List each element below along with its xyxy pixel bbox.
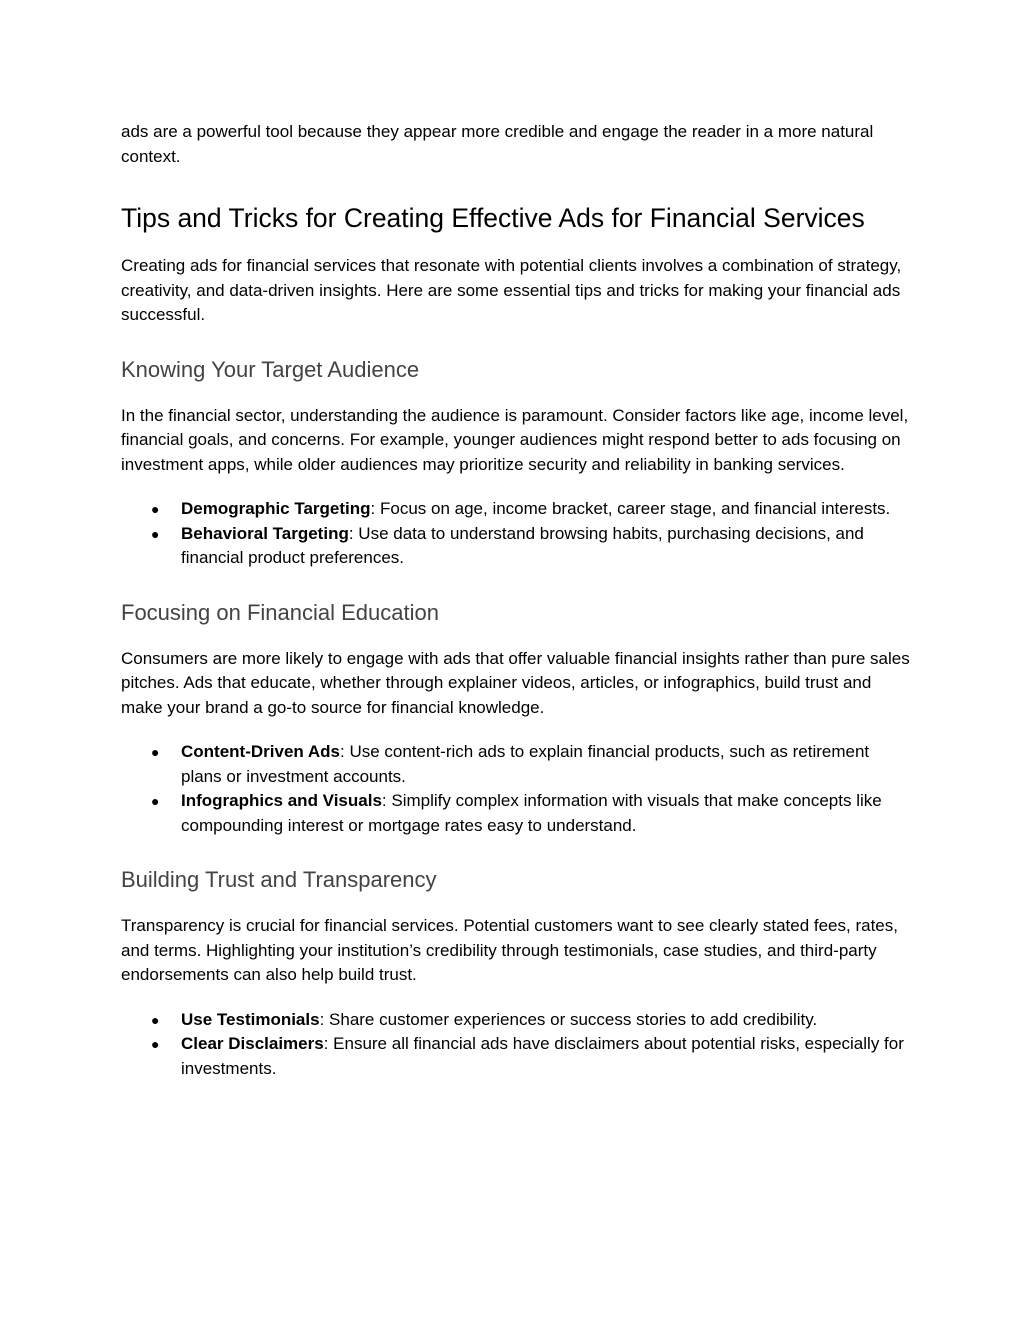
list-item [121, 1032, 911, 1081]
subheading-trust-transparency: Building Trust and Transparency [121, 867, 437, 892]
trust-paragraph: Transparency is crucial for financial services. Potential customers want to see clearly stated fees, rates, and terms. Highlighting your institution’s credibility through testimonials, case studies, and third-party endorsements can also help build trust. [121, 916, 898, 984]
list-item [121, 740, 911, 789]
document-page [121, 120, 911, 1081]
tips-paragraph: Creating ads for financial services that resonate with potential clients involves a combination of strategy, creativity, and data-driven insights. Here are some essential tips and tricks for making your financial ads successful. [121, 256, 902, 324]
list-item [121, 1008, 911, 1033]
list-item [121, 789, 911, 838]
bullet-text: : Focus on age, income bracket, career stage, and financial interests. [370, 499, 891, 518]
intro-paragraph: ads are a powerful tool because they appear more credible and engage the reader in a more natural context. [121, 122, 874, 166]
section-heading-tips: Tips and Tricks for Creating Effective Ads for Financial Services [121, 203, 865, 233]
list-item [121, 522, 911, 571]
bullet-text: : Use content-rich ads to explain financial products, such as retirement plans or investment accounts. [181, 742, 870, 786]
bullet-term: Content-Driven Ads [181, 742, 340, 761]
bullet-text: : Simplify complex information with visuals that make concepts like compounding interest or mortgage rates easy to understand. [181, 791, 882, 835]
education-paragraph: Consumers are more likely to engage with ads that offer valuable financial insights rather than pure sales pitches. Ads that educate, whether through explainer videos, articles, or infographics, build trust and make your brand a go-to source for financial knowledge. [121, 648, 910, 717]
bullet-icon: ● [151, 793, 160, 809]
trust-bullet-list [121, 1008, 911, 1082]
bullet-icon: ● [151, 525, 160, 542]
bullet-icon: ● [151, 1011, 160, 1028]
subheading-target-audience: Knowing Your Target Audience [121, 356, 420, 382]
bullet-term: Use Testimonials [181, 1009, 320, 1029]
subheading-financial-education: Focusing on Financial Education [121, 599, 439, 625]
bullet-text: : Share customer experiences or success stories to add credibility. [319, 1009, 818, 1029]
bullet-term: Clear Disclaimers [181, 1034, 324, 1053]
audience-paragraph: In the financial sector, understanding the audience is paramount. Consider factors like age, income level, financial goals, and concerns. For example, younger audiences might respond better to ads focusing on investment apps, while older audiences may prioritize security and reliability in banking services. [121, 405, 909, 474]
bullet-term: Behavioral Targeting [181, 523, 349, 543]
audience-bullet-list [121, 497, 911, 571]
bullet-term: Infographics and Visuals [181, 791, 382, 810]
bullet-icon: ● [151, 744, 160, 760]
bullet-text: : Use data to understand browsing habits, purchasing decisions, and financial product preferences. [181, 523, 864, 567]
bullet-text: : Ensure all financial ads have disclaimers about potential risks, especially for investments. [181, 1034, 904, 1078]
list-item [121, 497, 911, 522]
bullet-icon: ● [151, 1036, 160, 1052]
bullet-term: Demographic Targeting [181, 499, 371, 518]
education-bullet-list [121, 740, 911, 838]
bullet-icon: ● [151, 501, 160, 517]
